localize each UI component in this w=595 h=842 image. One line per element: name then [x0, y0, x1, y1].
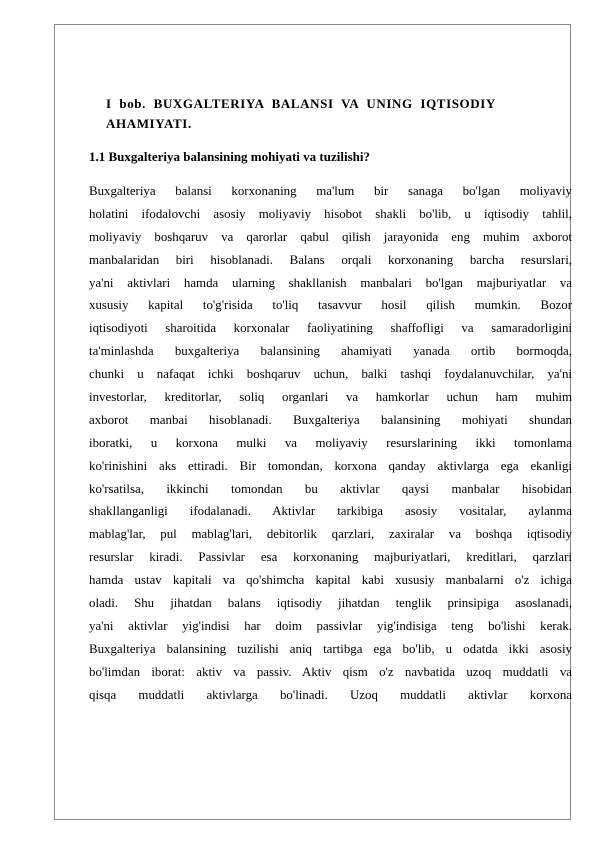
paragraph-line: investorlar, kreditorlar, soliq organlari va hamkorlar uchun ham muhim [89, 390, 572, 405]
paragraph-line: shakllanganligi ifodalanadi. Aktivlar tarkibiga asosiy vositalar, aylanma [89, 504, 572, 519]
paragraph-line: ta'minlashda buxgalteriya balansining ahamiyati yanada ortib bormoqda, [89, 344, 572, 359]
paragraph-line: holatini ifodalovchi asosiy moliyaviy hisobot shakli bo'lib, u iqtisodiy tahlil, [89, 206, 572, 221]
paragraph-line: Buxgalteriya balansi korxonaning ma'lum bir sanaga bo'lgan moliyaviy [89, 184, 572, 198]
paragraph-line: chunki u nafaqat ichki boshqaruv uchun, balki tashqi foydalanuvchilar, ya'ni [89, 367, 572, 382]
chapter-title-line-1: I bob. BUXGALTERIYA BALANSI VA UNING IQTISODIY [106, 96, 496, 111]
paragraph-line: bo'limdan iborat: aktiv va passiv. Aktiv qism o'z navbatida uzoq muddatli va [89, 664, 572, 679]
paragraph-line: hamda ustav kapitali va qo'shimcha kapital kabi xususiy manbalarni o'z ichiga [89, 573, 572, 588]
paragraph-line: ya'ni aktivlari hamda ularning shakllanish manbalari bo'lgan majburiyatlar va [89, 275, 572, 290]
paragraph-line: ko'rsatilsa, ikkinchi tomondan bu aktivlar qaysi manbalar hisobidan [89, 481, 572, 496]
paragraph-line: mablag'lar, pul mablag'lari, debitorlik qarzlari, zaxiralar va boshqa iqtisodiy [89, 527, 572, 542]
paragraph-line: iboratki, u korxona mulki va moliyaviy resurslarining ikki tomonlama [89, 435, 572, 450]
paragraph-line: qisqa muddatli aktivlarga bo'linadi. Uzoq muddatli aktivlar korxona [89, 687, 572, 702]
paragraph-line: xususiy kapital to'g'risida to'liq tasavvur hosil qilish mumkin. Bozor [89, 298, 572, 313]
paragraph-line: ko'rinishini aks ettiradi. Bir tomondan, korxona qanday aktivlarga ega ekanligi [89, 458, 572, 473]
body-paragraph [89, 180, 572, 706]
paragraph-line: resurslar kiradi. Passivlar esa korxonaning majburiyatlari, kreditlari, qarzlari [89, 550, 572, 565]
paragraph-line: ya'ni aktivlar yig'indisi har doim passivlar yig'indisiga teng bo'lishi kerak. [89, 618, 572, 633]
paragraph-line: axborot manbai hisoblanadi. Buxgalteriya balansining mohiyati shundan [89, 412, 572, 427]
paragraph-line: oladi. Shu jihatdan balans iqtisodiy jihatdan tenglik prinsipiga asoslanadi, [89, 596, 572, 611]
chapter-title-line-2: AHAMIYATI. [106, 116, 192, 131]
paragraph-line: Buxgalteriya balansining tuzilishi aniq tartibga ega bo'lib, u odatda ikki asosiy [89, 641, 572, 656]
paragraph-line: moliyaviy boshqaruv va qarorlar qabul qilish jarayonida eng muhim axborot [89, 229, 572, 244]
paragraph-line: manbalaridan biri hisoblanadi. Balans orqali korxonaning barcha resurslari, [89, 252, 572, 267]
paragraph-line: iqtisodiyoti sharoitida korxonalar faoliyatining shaffofligi va samaradorligini [89, 321, 572, 336]
section-title: 1.1 Buxgalteriya balansining mohiyati va tuzilishi? [89, 149, 370, 164]
chapter-title [106, 94, 566, 134]
